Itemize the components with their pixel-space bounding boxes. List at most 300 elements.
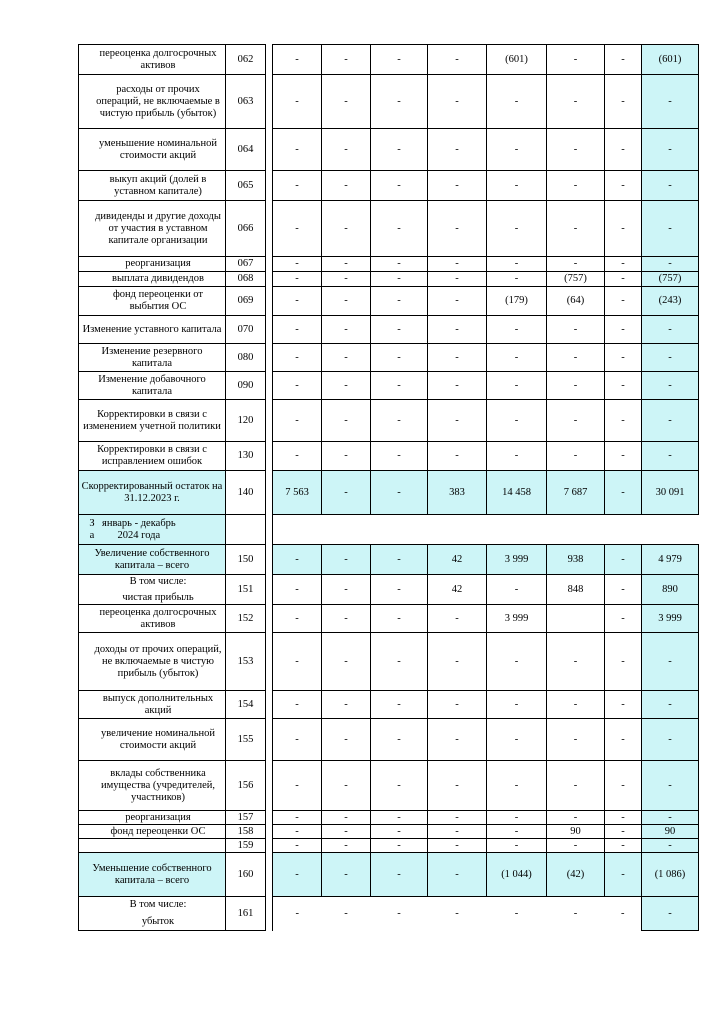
value-cell: (757) [547,272,605,287]
value-cell: - [322,761,371,811]
column-gap [266,171,273,201]
value-cell: - [428,853,487,897]
value-cell: - [428,316,487,344]
value-cell: - [273,605,322,633]
value-cell [371,515,428,545]
value-cell: - [487,825,547,839]
value-cell: - [547,897,605,931]
value-cell: - [487,171,547,201]
value-cell: - [605,287,642,316]
value-cell: 42 [428,545,487,575]
value-cell: - [547,316,605,344]
value-cell [547,605,605,633]
value-cell: - [547,75,605,129]
value-cell: - [642,897,699,931]
value-cell: - [642,171,699,201]
column-gap [266,257,273,272]
value-cell: - [487,839,547,853]
column-gap [266,839,273,853]
value-cell: - [371,201,428,257]
value-cell: (1 086) [642,853,699,897]
row-code: 157 [226,811,266,825]
value-cell: - [605,897,642,931]
value-cell: - [322,45,371,75]
value-cell: - [487,719,547,761]
value-cell [322,515,371,545]
value-cell: - [605,45,642,75]
column-gap [266,372,273,400]
column-gap [266,691,273,719]
value-cell: 14 458 [487,471,547,515]
value-cell: - [273,545,322,575]
value-cell: - [371,605,428,633]
row-label [79,839,226,853]
value-cell: - [371,75,428,129]
value-cell: - [322,545,371,575]
value-cell: - [487,201,547,257]
value-cell: - [642,372,699,400]
column-gap [266,811,273,825]
value-cell: - [605,811,642,825]
value-cell: - [273,811,322,825]
table-row [79,719,699,761]
value-cell [487,515,547,545]
row-label [79,471,226,515]
loss-row [79,897,699,931]
row-label-line: В том числе: [129,899,187,910]
row-code: 069 [226,287,266,316]
table-row [79,761,699,811]
row-code: 155 [226,719,266,761]
value-cell: - [273,45,322,75]
value-cell [428,515,487,545]
table-row [79,201,699,257]
column-gap [266,400,273,442]
column-gap [266,201,273,257]
value-cell: - [371,372,428,400]
value-cell: - [428,45,487,75]
value-cell: - [605,316,642,344]
value-cell: - [371,171,428,201]
row-label-line: чистая прибыль [122,591,194,603]
value-cell: - [273,897,322,931]
row-label: реорганизация [79,257,226,272]
row-label [79,897,226,931]
row-label: Уменьшение собственного капитала – всего [79,853,226,897]
value-cell: - [605,372,642,400]
value-cell: - [642,75,699,129]
value-cell: - [273,344,322,372]
value-cell [605,515,642,545]
row-code: 152 [226,605,266,633]
value-cell: - [642,761,699,811]
row-code: 160 [226,853,266,897]
row-label: переоценка долгосрочных активов [79,605,226,633]
row-code: 151 [226,575,266,605]
column-gap [266,605,273,633]
value-cell: - [273,257,322,272]
row-label-line: В том числе: [129,575,187,587]
value-cell: - [371,839,428,853]
value-cell: - [487,633,547,691]
column-gap [266,287,273,316]
value-cell: - [487,257,547,272]
row-label: расходы от прочих операций, не включаемые в чистую прибыль (убыток) [79,75,226,129]
value-cell: - [322,442,371,471]
value-cell: - [371,545,428,575]
value-cell: - [428,344,487,372]
value-cell: - [371,897,428,931]
value-cell: - [428,257,487,272]
value-cell: - [273,75,322,129]
value-cell: - [273,400,322,442]
value-cell: - [487,75,547,129]
equity-decrease-row [79,853,699,897]
row-label: дивиденды и другие доходы от участия в уставном капитале организации [79,201,226,257]
statement-table [78,44,699,931]
column-gap [266,633,273,691]
value-cell: - [605,75,642,129]
value-cell: - [605,129,642,171]
value-cell: - [371,471,428,515]
period-text: январь - декабрь [102,517,176,529]
value-cell [642,515,699,545]
row-label: Изменение уставного капитала [79,316,226,344]
value-cell: - [428,272,487,287]
row-label: Увеличение собственного капитала – всего [79,545,226,575]
value-cell: - [428,129,487,171]
table-row [79,45,699,75]
row-label-line: Скорректированный остаток на [81,480,223,492]
value-cell: - [605,272,642,287]
value-cell: - [322,316,371,344]
value-cell: (757) [642,272,699,287]
value-cell: - [371,257,428,272]
value-cell: - [605,344,642,372]
value-cell: - [642,344,699,372]
value-cell: - [273,691,322,719]
value-cell: - [487,344,547,372]
period-prefix: а [89,529,95,541]
value-cell: - [487,811,547,825]
value-cell: - [273,201,322,257]
value-cell: - [322,575,371,605]
column-gap [266,897,273,931]
value-cell: - [605,719,642,761]
value-cell: - [605,853,642,897]
adjusted-balance-row [79,471,699,515]
row-label: Изменение резервного капитала [79,344,226,372]
value-cell: - [273,287,322,316]
column-gap [266,761,273,811]
value-cell: - [371,811,428,825]
row-code: 063 [226,75,266,129]
row-code: 070 [226,316,266,344]
value-cell: - [428,605,487,633]
row-label-date: 31.12.2023 г. [124,492,180,504]
value-cell: - [322,75,371,129]
column-gap [266,75,273,129]
value-cell: - [642,400,699,442]
row-label: Изменение добавочного капитала [79,372,226,400]
row-code: 120 [226,400,266,442]
row-label: выкуп акций (долей в уставном капитале) [79,171,226,201]
value-cell: - [322,201,371,257]
row-label [79,575,226,605]
value-cell: - [487,400,547,442]
column-gap [266,471,273,515]
table-row [79,633,699,691]
value-cell: - [322,257,371,272]
value-cell: - [371,442,428,471]
period-header-row [79,515,699,545]
value-cell: - [322,853,371,897]
value-cell: 3 999 [487,545,547,575]
value-cell: - [547,761,605,811]
value-cell: 3 999 [642,605,699,633]
table-row [79,839,699,853]
column-gap [266,442,273,471]
value-cell: 4 979 [642,545,699,575]
value-cell: - [605,545,642,575]
value-cell: - [547,129,605,171]
value-cell: - [428,75,487,129]
period-prefix: З [89,517,95,529]
value-cell: - [487,761,547,811]
value-cell: - [605,839,642,853]
value-cell: 848 [547,575,605,605]
value-cell: - [642,257,699,272]
row-code: 159 [226,839,266,853]
value-cell: - [371,575,428,605]
value-cell: - [428,691,487,719]
value-cell: - [322,344,371,372]
value-cell: - [428,372,487,400]
row-code: 156 [226,761,266,811]
row-code: 064 [226,129,266,171]
value-cell: - [547,201,605,257]
value-cell: - [428,400,487,442]
column-gap [266,545,273,575]
value-cell: - [605,201,642,257]
value-cell: - [547,633,605,691]
value-cell: - [371,45,428,75]
value-cell: - [428,201,487,257]
row-label: Корректировки в связи с изменением учетной политики [79,400,226,442]
value-cell: 7 563 [273,471,322,515]
value-cell: - [605,442,642,471]
value-cell: - [371,316,428,344]
value-cell: - [322,372,371,400]
value-cell: - [605,633,642,691]
period-year: 2024 года [117,529,161,541]
value-cell: - [642,839,699,853]
value-cell: - [371,344,428,372]
value-cell: - [547,719,605,761]
value-cell: - [428,171,487,201]
value-cell: - [371,287,428,316]
value-cell: - [487,316,547,344]
value-cell: - [642,633,699,691]
table-row [79,257,699,272]
value-cell: 938 [547,545,605,575]
row-label: увеличение номинальной стоимости акций [79,719,226,761]
value-cell: 90 [547,825,605,839]
value-cell: - [487,897,547,931]
column-gap [266,316,273,344]
value-cell: (601) [487,45,547,75]
value-cell: - [487,129,547,171]
value-cell: - [322,471,371,515]
column-gap [266,719,273,761]
column-gap [266,45,273,75]
row-code: 065 [226,171,266,201]
equity-increase-row [79,545,699,575]
value-cell: - [547,372,605,400]
value-cell: - [273,719,322,761]
value-cell [547,515,605,545]
value-cell: - [322,129,371,171]
capital-changes-table [78,44,699,931]
row-code [226,515,266,545]
row-code: 158 [226,825,266,839]
value-cell: - [428,897,487,931]
value-cell: - [487,575,547,605]
column-gap [266,515,273,545]
value-cell: - [273,316,322,344]
table-row [79,811,699,825]
value-cell: - [547,811,605,825]
table-row [79,171,699,201]
value-cell: - [371,719,428,761]
value-cell: (1 044) [487,853,547,897]
value-cell [273,515,322,545]
value-cell: 7 687 [547,471,605,515]
value-cell: - [371,400,428,442]
value-cell: (42) [547,853,605,897]
value-cell: - [547,839,605,853]
value-cell: - [273,853,322,897]
value-cell: - [642,129,699,171]
value-cell: - [371,825,428,839]
row-label: уменьшение номинальной стоимости акций [79,129,226,171]
value-cell: - [322,691,371,719]
table-row [79,129,699,171]
value-cell: 383 [428,471,487,515]
row-label: выплата дивидендов [79,272,226,287]
value-cell: - [428,633,487,691]
value-cell: - [322,897,371,931]
value-cell: - [428,442,487,471]
table-row [79,287,699,316]
row-label: доходы от прочих операций, не включаемые в чистую прибыль (убыток) [79,633,226,691]
value-cell: - [605,825,642,839]
value-cell: - [371,853,428,897]
value-cell: - [605,605,642,633]
row-label: вклады собственника имущества (учредителей, участников) [79,761,226,811]
table-row [79,372,699,400]
row-code: 150 [226,545,266,575]
table-row [79,825,699,839]
row-label-line: убыток [141,916,175,927]
value-cell: - [322,400,371,442]
table-row [79,344,699,372]
value-cell: 30 091 [642,471,699,515]
value-cell: - [371,633,428,691]
value-cell: - [605,400,642,442]
value-cell: 42 [428,575,487,605]
value-cell: (179) [487,287,547,316]
value-cell: (243) [642,287,699,316]
value-cell: - [642,201,699,257]
value-cell: - [371,272,428,287]
value-cell: - [273,575,322,605]
column-gap [266,575,273,605]
table-row [79,316,699,344]
value-cell: - [273,442,322,471]
value-cell: - [322,719,371,761]
value-cell: - [428,719,487,761]
value-cell: - [605,257,642,272]
value-cell: - [273,129,322,171]
value-cell: - [547,45,605,75]
value-cell: - [547,400,605,442]
row-code: 130 [226,442,266,471]
table-row [79,75,699,129]
value-cell: - [487,272,547,287]
value-cell: 3 999 [487,605,547,633]
net-profit-row [79,575,699,605]
value-cell: - [322,605,371,633]
value-cell: (601) [642,45,699,75]
value-cell: - [605,761,642,811]
table-row [79,691,699,719]
value-cell: 890 [642,575,699,605]
value-cell: - [547,442,605,471]
value-cell: - [487,442,547,471]
value-cell: - [605,575,642,605]
value-cell: - [322,171,371,201]
value-cell: - [428,811,487,825]
value-cell: - [322,633,371,691]
row-code: 161 [226,897,266,931]
table-row [79,605,699,633]
table-row [79,442,699,471]
table-row [79,272,699,287]
value-cell: - [371,761,428,811]
row-code: 153 [226,633,266,691]
row-code: 140 [226,471,266,515]
value-cell: - [642,442,699,471]
column-gap [266,272,273,287]
column-gap [266,853,273,897]
row-label: Корректировки в связи с исправлением ошибок [79,442,226,471]
value-cell: - [322,287,371,316]
value-cell: 90 [642,825,699,839]
value-cell: - [487,372,547,400]
column-gap [266,825,273,839]
value-cell: - [428,761,487,811]
row-code: 068 [226,272,266,287]
value-cell: - [605,471,642,515]
value-cell: - [642,719,699,761]
value-cell: - [642,316,699,344]
value-cell: - [605,691,642,719]
row-code: 090 [226,372,266,400]
value-cell: - [547,171,605,201]
value-cell: - [547,257,605,272]
row-label: переоценка долгосрочных активов [79,45,226,75]
